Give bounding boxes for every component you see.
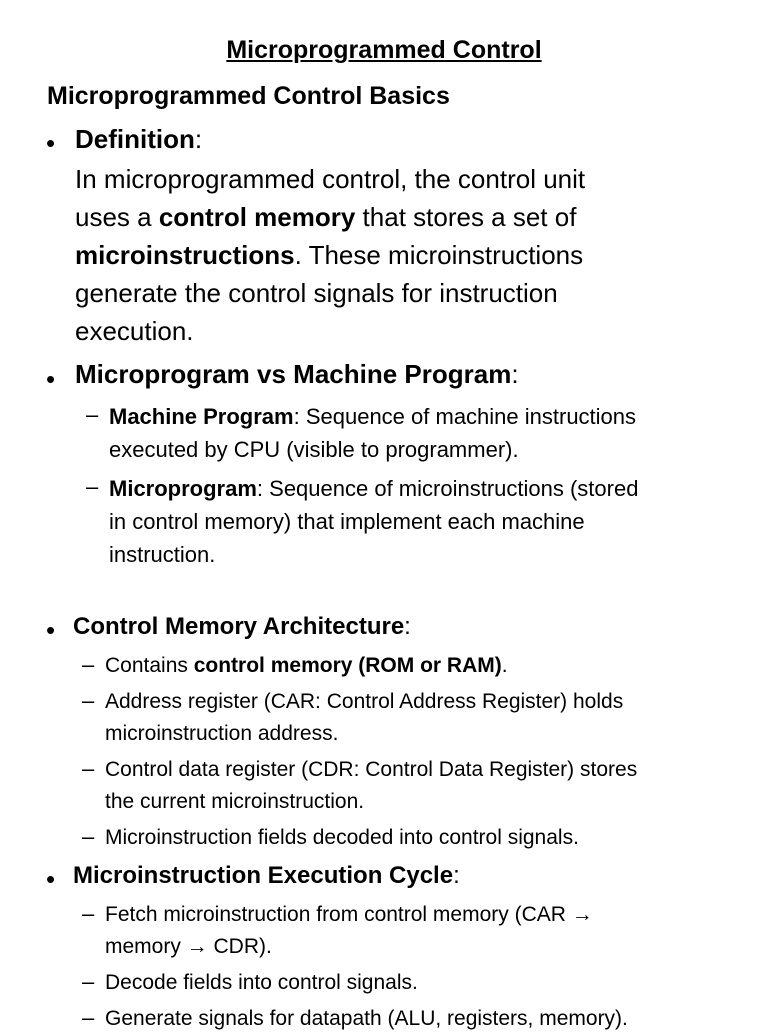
definition-label: Definition: [75, 124, 195, 154]
list-item: Control data register (CDR: Control Data Register) stores the current microinstruction.: [105, 758, 638, 813]
section-heading: Microprogrammed Control Basics: [47, 82, 450, 110]
vs-label: Microprogram vs Machine Program: [75, 359, 512, 389]
page-title: Microprogrammed Control: [226, 36, 542, 64]
list-item: Microprogram: Sequence of microinstructions (stored in control memory) that implement each machine instruction.: [109, 476, 639, 567]
definition-line: In microprogrammed control, the control unit: [75, 164, 586, 194]
dash-icon: –: [82, 824, 95, 849]
list-item: Address register (CAR: Control Address Register) holds microinstruction address.: [105, 690, 624, 745]
list-item: Microinstruction fields decoded into control signals.: [105, 826, 579, 849]
definition-line: microinstructions. These microinstructions: [75, 240, 584, 270]
definition-paragraph: [75, 160, 585, 350]
bullet-icon: •: [46, 128, 56, 158]
list-item: Decode fields into control signals.: [105, 971, 418, 994]
dash-icon: –: [82, 652, 95, 677]
dash-icon: –: [82, 969, 95, 994]
cycle-label-line: Microinstruction Execution Cycle:: [73, 862, 460, 889]
vs-label-line: Microprogram vs Machine Program:: [75, 359, 519, 389]
dash-icon: –: [82, 1005, 95, 1030]
dash-icon: –: [82, 688, 95, 713]
dash-icon: –: [86, 474, 99, 499]
definition-line: execution.: [75, 316, 194, 346]
definition-label-line: Definition:: [75, 124, 203, 154]
dash-icon: –: [82, 901, 95, 926]
dash-icon: –: [82, 756, 95, 781]
architecture-label: Control Memory Architecture: [73, 613, 405, 640]
architecture-label-line: Control Memory Architecture:: [73, 613, 411, 640]
definition-line: generate the control signals for instruction: [75, 278, 558, 308]
list-item: Contains control memory (ROM or RAM).: [105, 654, 508, 677]
bullet-icon: •: [46, 615, 56, 645]
definition-line: uses a control memory that stores a set of: [75, 202, 577, 232]
cycle-label: Microinstruction Execution Cycle: [73, 862, 454, 889]
list-item: Machine Program: Sequence of machine instructions executed by CPU (visible to programmer).: [109, 404, 637, 462]
bullet-icon: •: [46, 864, 56, 894]
bullet-icon: •: [46, 364, 56, 394]
list-item: Fetch microinstruction from control memory (CAR → memory → CDR).: [105, 903, 593, 958]
dash-icon: –: [86, 402, 99, 427]
list-item: Generate signals for datapath (ALU, registers, memory).: [105, 1007, 628, 1030]
